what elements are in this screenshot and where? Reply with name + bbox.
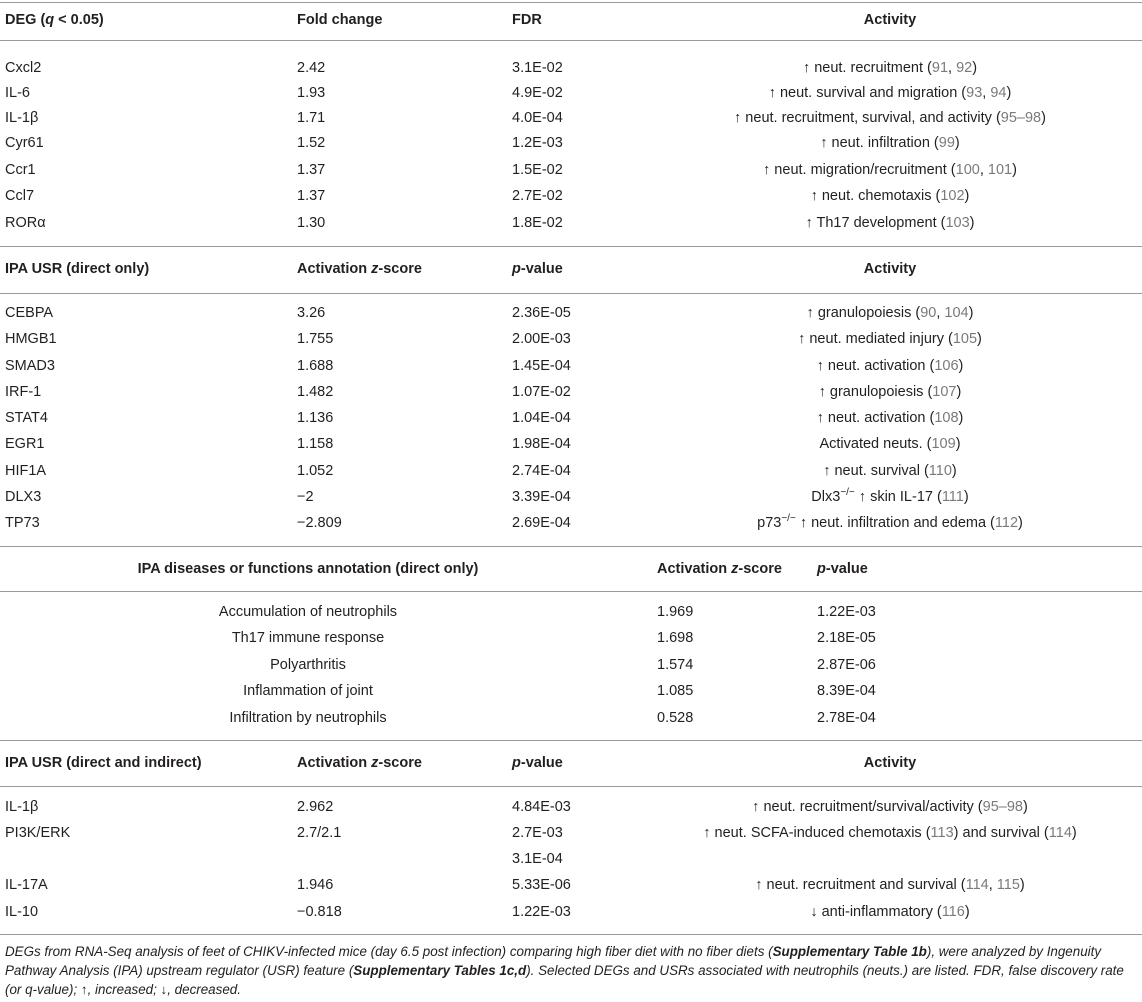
table-row bbox=[0, 485, 1142, 509]
fold-change: 1.30 bbox=[297, 215, 326, 231]
header-z-score: Activation z-score bbox=[657, 561, 782, 577]
gene: EGR1 bbox=[5, 436, 45, 452]
z-score: 2.7/2.1 bbox=[297, 825, 342, 841]
z-score: 3.26 bbox=[297, 305, 326, 321]
top-rule bbox=[0, 2, 1142, 3]
z-score: −2.809 bbox=[297, 515, 342, 531]
table-row bbox=[0, 873, 1142, 897]
gene: HIF1A bbox=[5, 463, 47, 479]
header-fdr: FDR bbox=[512, 12, 542, 28]
rule bbox=[0, 591, 1142, 592]
diseases-header-row bbox=[0, 557, 1142, 581]
header-p-value: p-value bbox=[512, 261, 563, 277]
gene: SMAD3 bbox=[5, 358, 55, 374]
table-row bbox=[0, 211, 1142, 235]
fdr: 4.0E-04 bbox=[512, 110, 563, 126]
p-value: 2.69E-04 bbox=[512, 515, 571, 531]
p-value: 2.36E-05 bbox=[512, 305, 571, 321]
z-score: −2 bbox=[297, 489, 314, 505]
rule bbox=[0, 246, 1142, 247]
activity: ↑ granulopoiesis (90, 104) bbox=[806, 305, 974, 321]
header-p-value: p-value bbox=[512, 755, 563, 771]
table-row bbox=[0, 131, 1142, 155]
fold-change: 1.52 bbox=[297, 135, 326, 151]
z-score: 1.574 bbox=[657, 657, 694, 673]
z-score: 1.688 bbox=[297, 358, 334, 374]
table-row bbox=[0, 81, 1142, 105]
table-row bbox=[0, 706, 1142, 730]
deg-header-row bbox=[0, 8, 1142, 32]
table-row bbox=[0, 679, 1142, 703]
gene: IL-1β bbox=[5, 799, 39, 815]
header-diseases: IPA diseases or functions annotation (direct only) bbox=[137, 561, 479, 577]
activity: ↑ neut. infiltration (99) bbox=[820, 135, 960, 151]
rule bbox=[0, 786, 1142, 787]
annotation-name: Th17 immune response bbox=[231, 630, 385, 646]
gene: Ccl7 bbox=[5, 188, 35, 204]
fold-change: 1.71 bbox=[297, 110, 326, 126]
table-row bbox=[0, 354, 1142, 378]
p-value: 3.1E-04 bbox=[512, 851, 563, 867]
fdr: 3.1E-02 bbox=[512, 60, 563, 76]
p-value: 1.22E-03 bbox=[817, 604, 876, 620]
z-score: 1.482 bbox=[297, 384, 334, 400]
header-z-score: Activation z-score bbox=[297, 261, 422, 277]
table-row bbox=[0, 106, 1142, 130]
p-value: 1.98E-04 bbox=[512, 436, 571, 452]
header-activity: Activity bbox=[863, 12, 917, 28]
fdr: 2.7E-02 bbox=[512, 188, 563, 204]
fold-change: 1.93 bbox=[297, 85, 326, 101]
annotation-name: Infiltration by neutrophils bbox=[229, 710, 387, 726]
table-row bbox=[0, 158, 1142, 182]
table-row bbox=[0, 406, 1142, 430]
table-row bbox=[0, 900, 1142, 924]
activity: ↑ neut. survival and migration (93, 94) bbox=[768, 85, 1012, 101]
table-row bbox=[0, 327, 1142, 351]
gene: IL-1β bbox=[5, 110, 39, 126]
gene: Cxcl2 bbox=[5, 60, 42, 76]
activity: ↑ neut. SCFA-induced chemotaxis (113) and survival (114) bbox=[703, 825, 1077, 841]
p-value: 2.74E-04 bbox=[512, 463, 571, 479]
p-value: 5.33E-06 bbox=[512, 877, 571, 893]
z-score: 1.969 bbox=[657, 604, 694, 620]
z-score: 1.085 bbox=[657, 683, 694, 699]
table-row bbox=[0, 301, 1142, 325]
table-row bbox=[0, 847, 1142, 871]
p-value: 4.84E-03 bbox=[512, 799, 571, 815]
activity: p73−/− ↑ neut. infiltration and edema (112) bbox=[757, 513, 1023, 531]
gene: RORα bbox=[5, 215, 46, 231]
header-p-value: p-value bbox=[817, 561, 868, 577]
gene: IL-17A bbox=[5, 877, 48, 893]
z-score: 1.052 bbox=[297, 463, 334, 479]
p-value: 1.04E-04 bbox=[512, 410, 571, 426]
z-score: 1.946 bbox=[297, 877, 334, 893]
fold-change: 1.37 bbox=[297, 162, 326, 178]
activity: ↑ granulopoiesis (107) bbox=[818, 384, 962, 400]
header-deg: DEG (q < 0.05) bbox=[5, 12, 104, 28]
activity: ↑ neut. recruitment/survival/activity (95–98) bbox=[752, 799, 1028, 815]
table-row bbox=[0, 511, 1142, 535]
fold-change: 1.37 bbox=[297, 188, 326, 204]
rule bbox=[0, 546, 1142, 547]
gene: PI3K/ERK bbox=[5, 825, 71, 841]
header-usr-indirect: IPA USR (direct and indirect) bbox=[5, 755, 202, 771]
table-row bbox=[0, 56, 1142, 80]
activity: ↑ neut. activation (106) bbox=[816, 358, 964, 374]
z-score: 1.755 bbox=[297, 331, 334, 347]
gene: IL-10 bbox=[5, 904, 39, 920]
gene: IL-6 bbox=[5, 85, 30, 101]
rule bbox=[0, 40, 1142, 41]
z-score: 1.136 bbox=[297, 410, 334, 426]
activity: ↑ neut. activation (108) bbox=[816, 410, 964, 426]
activity: ↑ neut. chemotaxis (102) bbox=[810, 188, 970, 204]
activity: ↑ neut. migration/recruitment (100, 101) bbox=[763, 162, 1017, 178]
usr-indirect-header-row bbox=[0, 751, 1142, 775]
gene: STAT4 bbox=[5, 410, 48, 426]
activity: ↑ neut. survival (110) bbox=[823, 463, 957, 479]
activity: ↑ neut. recruitment and survival (114, 115) bbox=[755, 877, 1025, 893]
activity: Activated neuts. (109) bbox=[819, 436, 961, 452]
header-usr-direct: IPA USR (direct only) bbox=[5, 261, 150, 277]
annotation-name: Accumulation of neutrophils bbox=[218, 604, 398, 620]
fold-change: 2.42 bbox=[297, 60, 326, 76]
p-value: 2.18E-05 bbox=[817, 630, 876, 646]
fdr: 1.5E-02 bbox=[512, 162, 563, 178]
activity: ↑ neut. recruitment, survival, and activity (95–98) bbox=[734, 110, 1046, 126]
usr-direct-header-row bbox=[0, 257, 1142, 281]
z-score: 1.158 bbox=[297, 436, 334, 452]
gene: CEBPA bbox=[5, 305, 54, 321]
bottom-rule bbox=[0, 934, 1142, 935]
activity: ↑ neut. mediated injury (105) bbox=[798, 331, 982, 347]
table-row bbox=[0, 626, 1142, 650]
fdr: 1.8E-02 bbox=[512, 215, 563, 231]
p-value: 2.87E-06 bbox=[817, 657, 876, 673]
activity: Dlx3−/− ↑ skin IL-17 (111) bbox=[811, 487, 969, 505]
p-value: 3.39E-04 bbox=[512, 489, 571, 505]
table-row bbox=[0, 459, 1142, 483]
table-row bbox=[0, 795, 1142, 819]
activity: ↑ neut. recruitment (91, 92) bbox=[802, 60, 978, 76]
annotation-name: Inflammation of joint bbox=[243, 683, 373, 699]
fdr: 4.9E-02 bbox=[512, 85, 563, 101]
header-z-score: Activation z-score bbox=[297, 755, 422, 771]
header-activity: Activity bbox=[863, 755, 917, 771]
z-score: −0.818 bbox=[297, 904, 342, 920]
rule bbox=[0, 740, 1142, 741]
table-row bbox=[0, 600, 1142, 624]
header-fold-change: Fold change bbox=[297, 12, 383, 28]
z-score: 0.528 bbox=[657, 710, 694, 726]
gene: TP73 bbox=[5, 515, 40, 531]
table-row bbox=[0, 184, 1142, 208]
gene: Ccr1 bbox=[5, 162, 36, 178]
z-score: 1.698 bbox=[657, 630, 694, 646]
p-value: 1.07E-02 bbox=[512, 384, 571, 400]
table-caption: DEGs from RNA-Seq analysis of feet of CHIKV-infected mice (day 6.5 post infection) comparing high fiber diet with no fiber diets (Supplementary Table 1b), were analyzed by Ingenuity Pathway Analysis (IPA) upstream regulator (USR) feature (Supplementary Tables 1c,d). Selected DEGs and USRs associated with neutrophils (neuts.) are listed. FDR, false discovery rate (or q-value); ↑, increased; ↓, decreased. bbox=[5, 944, 1124, 997]
annotation-name: Polyarthritis bbox=[270, 657, 346, 673]
header-activity: Activity bbox=[863, 261, 917, 277]
table-row bbox=[0, 821, 1142, 845]
p-value: 2.00E-03 bbox=[512, 331, 571, 347]
table-row bbox=[0, 380, 1142, 404]
z-score: 2.962 bbox=[297, 799, 334, 815]
gene: DLX3 bbox=[5, 489, 42, 505]
p-value: 8.39E-04 bbox=[817, 683, 876, 699]
gene: IRF-1 bbox=[5, 384, 42, 400]
p-value: 1.45E-04 bbox=[512, 358, 571, 374]
table-row bbox=[0, 432, 1142, 456]
activity: ↑ Th17 development (103) bbox=[805, 215, 975, 231]
activity: ↓ anti-inflammatory (116) bbox=[810, 904, 970, 920]
table-row bbox=[0, 653, 1142, 677]
gene: Cyr61 bbox=[5, 135, 44, 151]
rule bbox=[0, 293, 1142, 294]
fdr: 1.2E-03 bbox=[512, 135, 563, 151]
p-value: 2.78E-04 bbox=[817, 710, 876, 726]
p-value: 2.7E-03 bbox=[512, 825, 563, 841]
gene: HMGB1 bbox=[5, 331, 57, 347]
p-value: 1.22E-03 bbox=[512, 904, 571, 920]
